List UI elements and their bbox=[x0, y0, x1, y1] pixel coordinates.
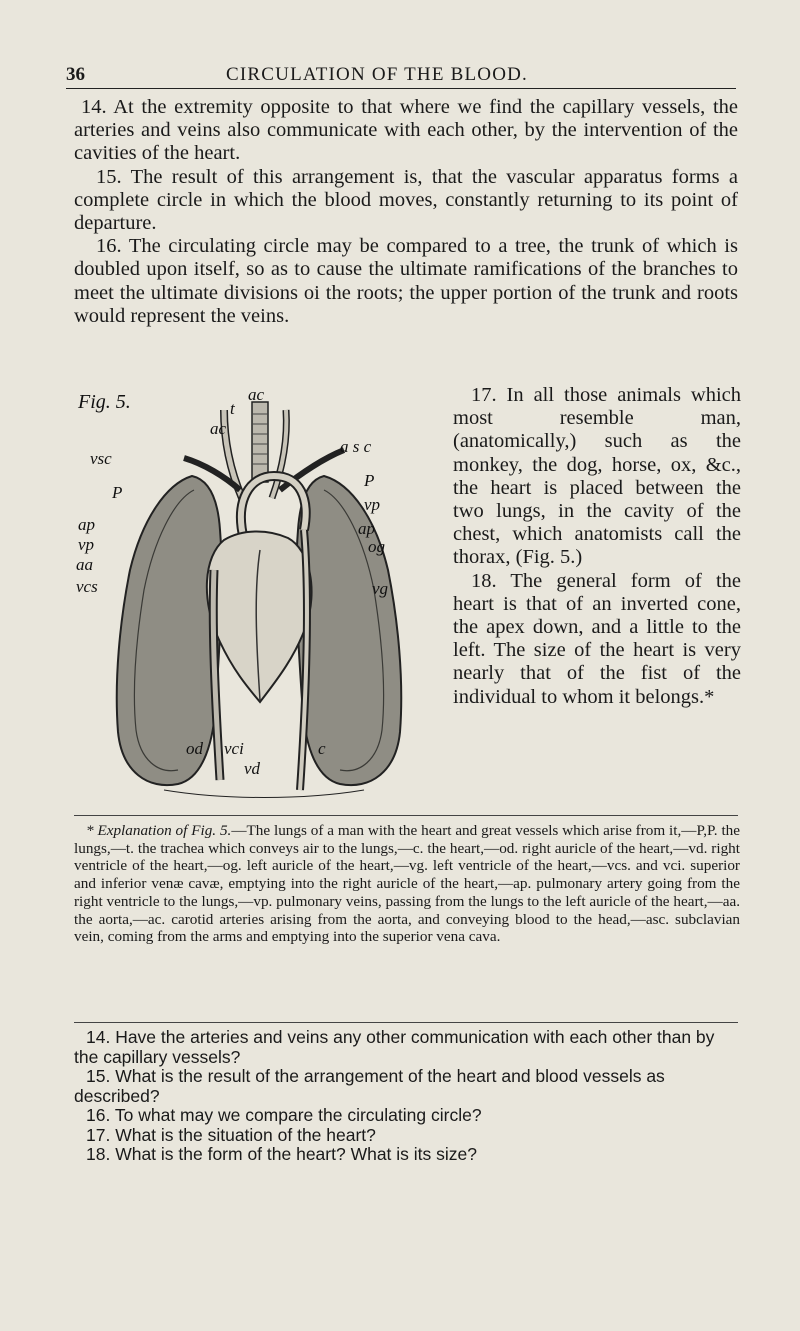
label-od: od bbox=[186, 739, 203, 758]
label-ap-left: ap bbox=[78, 515, 95, 534]
label-ac-left: ac bbox=[210, 419, 227, 438]
label-ac-top: ac bbox=[248, 385, 265, 404]
running-header bbox=[0, 64, 800, 94]
running-title: CIRCULATION OF THE BLOOD. bbox=[226, 64, 528, 85]
footnote-label: * Explanation of Fig. 5. bbox=[86, 822, 232, 839]
footnote bbox=[74, 822, 740, 946]
question-18: 18. What is the form of the heart? What is its size? bbox=[86, 1144, 477, 1164]
lungs-heart-illustration bbox=[74, 380, 450, 805]
label-P-right: P bbox=[364, 471, 375, 490]
paragraph-15: 15. The result of this arrangement is, that the vascular apparatus forms a complete circle in which the blood moves, constantly returning to its point of departure. bbox=[74, 165, 738, 235]
label-aa: aa bbox=[76, 555, 93, 574]
main-text-right-column bbox=[453, 384, 741, 709]
label-vd: vd bbox=[244, 759, 261, 778]
paragraph-18: 18. The general form of the heart is that of an inverted cone, the apex down, and a little to the left. The size of the heart is very nearly that of the fist of the individual to whom it belongs.* bbox=[453, 569, 741, 708]
label-vp-right: vp bbox=[364, 495, 381, 514]
figure-caption: Fig. 5. bbox=[78, 391, 131, 413]
label-og: og bbox=[368, 537, 385, 556]
label-vcs: vcs bbox=[76, 577, 98, 596]
label-vsc: vsc bbox=[90, 449, 112, 468]
footnote-rule bbox=[74, 815, 738, 816]
footnote-text: —The lungs of a man with the heart and great vessels which arise from it,—P,P. the lungs,—t. the trachea which conveys air to the lungs,—c. the heart,—od. right auricle of the heart,—vd. right ventricle of the heart,—og. left auricle of the heart,—vg. left ventricle of the heart,—vcs. and vci. superior and inferior venæ cavæ, emptying into the right auricle of the heart,—ap. pulmonary artery going from the right ventricle to the lungs,—vp. pulmonary veins, passing from the lungs to the left auricle of the heart,—aa. the aorta,—ac. carotid arteries arising from the aorta, and conveying blood to the head,—asc. subclavian vein, coming from the arms and emptying into the superior vena cava. bbox=[74, 822, 740, 946]
label-vg: vg bbox=[372, 579, 389, 598]
page-number: 36 bbox=[66, 64, 85, 85]
paragraph-16: 16. The circulating circle may be compared to a tree, the trunk of which is doubled upon itself, so as to cause the ultimate ramifications of the branches to meet the ultimate divisions oi the roots; the upper portion of the trunk and roots would represent the veins. bbox=[74, 235, 738, 327]
main-text-top bbox=[74, 96, 738, 328]
question-17: 17. What is the situation of the heart? bbox=[86, 1124, 376, 1145]
label-asc: a s c bbox=[340, 437, 372, 456]
review-questions bbox=[74, 1028, 740, 1165]
paragraph-14: 14. At the extremity opposite to that where we find the capillary vessels, the arteries and veins also communicate with each other, by the intervention of the cavities of the heart. bbox=[74, 96, 738, 165]
figure-5 bbox=[74, 380, 450, 805]
label-t: t bbox=[230, 399, 235, 418]
label-vci: vci bbox=[224, 739, 244, 758]
label-ap-right: ap bbox=[358, 519, 375, 538]
header-rule bbox=[66, 88, 736, 89]
questions-rule bbox=[74, 1022, 738, 1023]
label-vp-left: vp bbox=[78, 535, 95, 554]
label-P-left: P bbox=[112, 483, 123, 502]
question-16: 16. To what may we compare the circulating circle? bbox=[86, 1105, 482, 1125]
question-14: 14. Have the arteries and veins any other communication with each other than by the capillary vessels? bbox=[74, 1027, 715, 1067]
paragraph-17: 17. In all those animals which most resemble man, (anatomically,) such as the monkey, the dog, horse, ox, &c., the heart is placed between the two lungs, in the cavity of the chest, which anatomists call the thorax, (Fig. 5.) bbox=[453, 384, 741, 569]
label-c: c bbox=[318, 739, 326, 758]
question-15: 15. What is the result of the arrangement of the heart and blood vessels as described? bbox=[74, 1066, 665, 1106]
